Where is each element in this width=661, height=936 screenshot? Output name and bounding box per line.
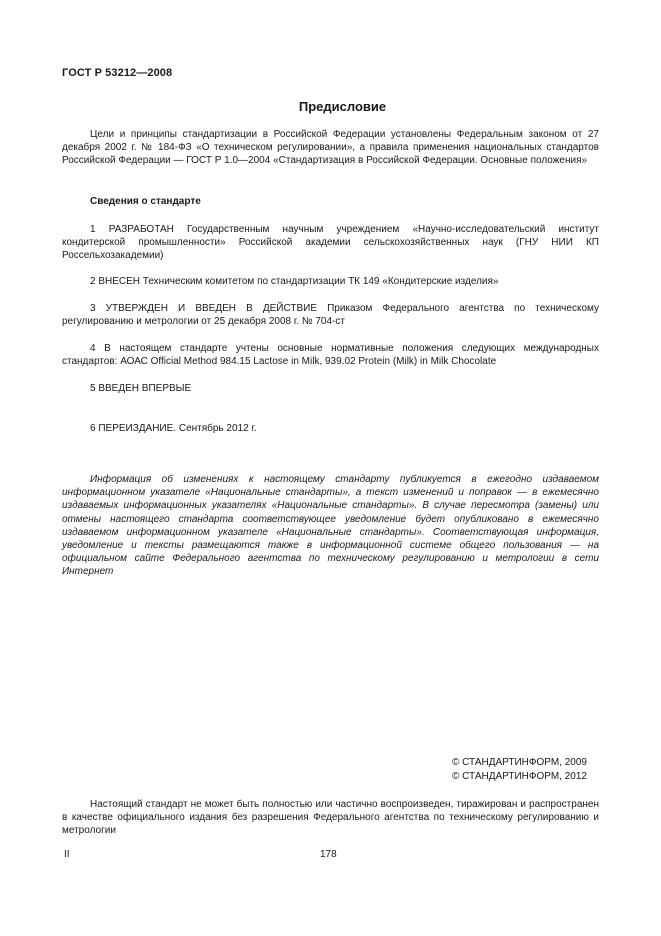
item-2: 2 ВНЕСЕН Техническим комитетом по стандартизации ТК 149 «Кондитерские изделия» — [90, 276, 499, 287]
copyright-2012: © СТАНДАРТИНФОРМ, 2012 — [452, 771, 587, 782]
item-6: 6 ПЕРЕИЗДАНИЕ. Сентябрь 2012 г. — [90, 423, 257, 434]
document-code-header: ГОСТ Р 53212—2008 — [62, 67, 173, 79]
page-title — [0, 99, 661, 114]
item-5: 5 ВВЕДЕН ВПЕРВЫЕ — [90, 383, 192, 394]
reproduction-notice: Настоящий стандарт не может быть полностью или частично воспроизведен, тиражирован и распространен в качестве официального издания без разрешения Федерального агентства по техническому регулированию и метрологии — [62, 799, 599, 837]
item-1: 1 РАЗРАБОТАН Государственным научным учреждением «Научно-исследовательский институт кондитерской промышленности» Российской академии сельскохозяйственных наук (ГНУ НИИ КП Россельхозакадемии) — [62, 224, 599, 262]
page-title-text: Предисловие — [298, 99, 387, 114]
item-4: 4 В настоящем стандарте учтены основные нормативные положения следующих международных стандартов: АОАС Official Method 984.15 Lactose in Milk, 939.02 Protein (Milk) in Milk Chocolate — [62, 343, 599, 368]
section-subtitle: Сведения о стандарте — [90, 196, 201, 207]
page-number: 178 — [320, 849, 337, 860]
copyright-2009: © СТАНДАРТИНФОРМ, 2009 — [452, 757, 587, 768]
roman-page-number: II — [64, 849, 70, 860]
info-notice: Информация об изменениях к настоящему стандарту публикуется в ежегодно издаваемом информационном указателе «Национальные стандарты», а текст изменений и поправок — в ежемесячно издаваемых информационных указателях «Национальные стандарты». В случае пересмотра (замены) или отмены настоящего стандарта соответствующее уведомление будет опубликовано в ежемесячно издаваемом информационном указателе «Национальные стандарты». Соответствующая информация, уведомление и тексты размещаются также в информационной системе общего пользования — на официальном сайте Федерального агентства по техническому регулированию и метрологии в сети Интернет — [62, 474, 599, 578]
item-3: 3 УТВЕРЖДЕН И ВВЕДЕН В ДЕЙСТВИЕ Приказом Федерального агентства по техническому регулированию и метрологии от 25 декабря 2008 г. № 704-ст — [62, 303, 599, 328]
intro-paragraph: Цели и принципы стандартизации в Российской Федерации установлены Федеральным законом от 27 декабря 2002 г. № 184-ФЗ «О техническом регулировании», а правила применения национальных стандартов Российской Федерации — ГОСТ Р 1.0—2004 «Стандартизация в Российской Федерации. Основные положения» — [62, 129, 599, 167]
